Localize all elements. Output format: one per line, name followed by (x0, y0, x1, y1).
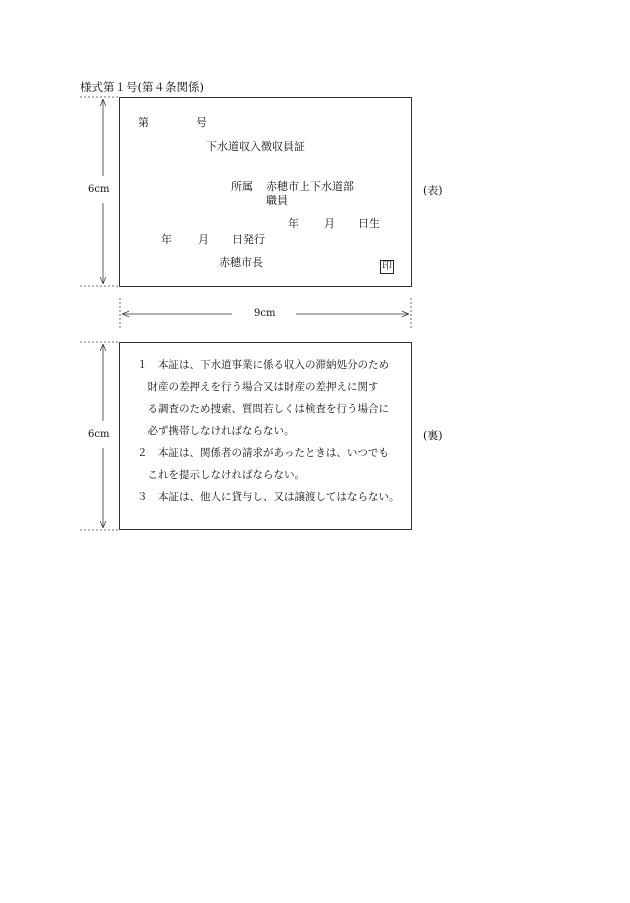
back-height-label: 6cm (88, 429, 110, 440)
issue-day: 日発行 (232, 233, 265, 246)
number-suffix: 号 (196, 116, 207, 129)
seal-mark (380, 254, 394, 274)
card-title: 下水道収入徴収員証 (206, 140, 305, 153)
back-text-block (137, 360, 407, 520)
number-prefix: 第 (138, 116, 149, 129)
form-heading: 様式第１号(第４条関係) (80, 80, 204, 94)
back-card (119, 342, 412, 530)
position: 職員 (266, 194, 288, 207)
back-line-2: 財産の差押えを行う場合又は財産の差押えに関す (137, 381, 379, 393)
birth-month: 月 (324, 217, 335, 230)
issue-month: 月 (198, 233, 209, 246)
back-line-7: ３ 本証は、他人に貸与し、又は譲渡してはならない。 (137, 491, 400, 503)
affiliation-value: 赤穂市上下水道部 (266, 180, 354, 193)
issue-year: 年 (161, 233, 172, 246)
front-card (119, 97, 412, 287)
back-side-label: (裏) (423, 429, 443, 442)
back-line-3: る調査のため捜索、質問若しくは検査を行う場合に (137, 403, 389, 415)
back-line-5: ２ 本証は、関係者の請求があったときは、いつでも (137, 447, 389, 459)
back-line-6: これを提示しなければならない。 (137, 469, 305, 481)
front-side-label: (表) (423, 184, 443, 197)
seal-text: 印 (382, 261, 392, 272)
issuer: 赤穂市長 (219, 256, 263, 269)
width-label: 9cm (254, 308, 276, 319)
front-height-label: 6cm (88, 184, 110, 195)
back-line-1: １ 本証は、下水道事業に係る収入の滞納処分のため (137, 359, 389, 371)
birth-year: 年 (288, 217, 299, 230)
back-line-4: 必ず携帯しなければならない。 (137, 425, 295, 437)
affiliation-label: 所属 (231, 180, 253, 193)
birth-day: 日生 (358, 217, 380, 230)
